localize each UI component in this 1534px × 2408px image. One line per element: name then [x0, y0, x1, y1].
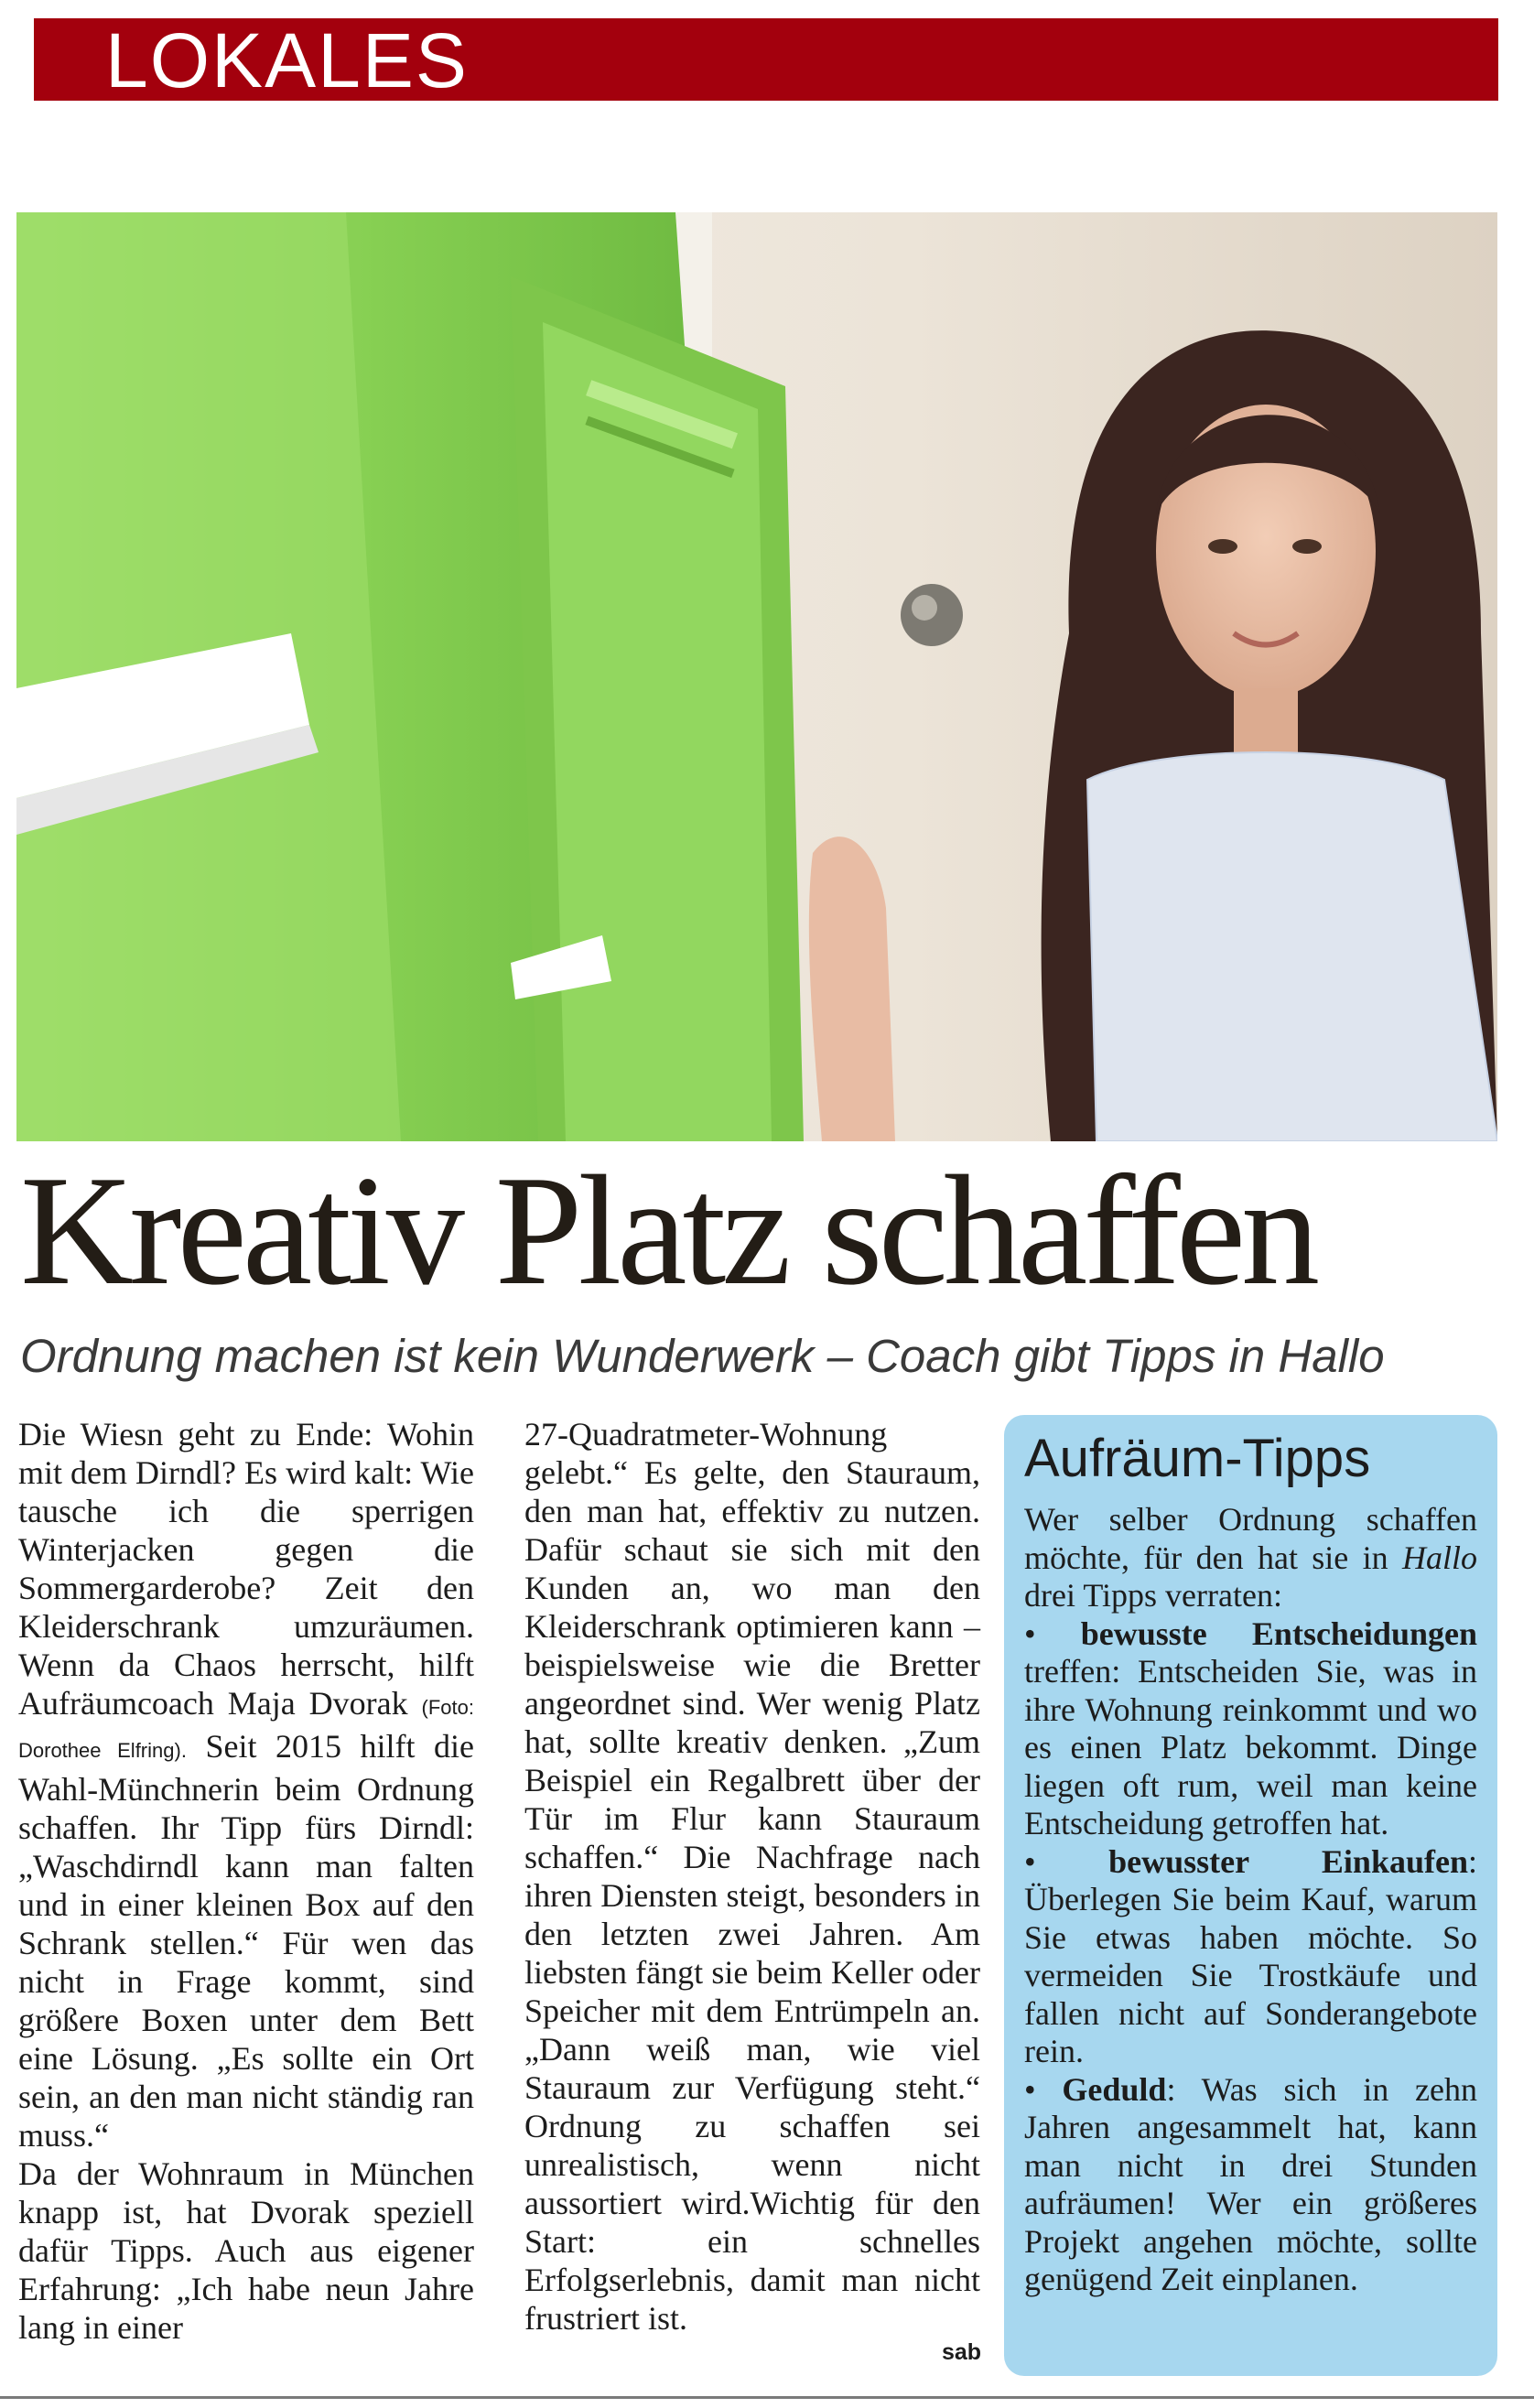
- article-column-2: [524, 1415, 980, 2338]
- person-blouse: [1087, 752, 1497, 1141]
- tip-text: : Überlegen Sie beim Kauf, warum Sie etwas haben möchte. So vermeiden Sie Trostkäufe und fallen nicht auf Sonderangebote rein.: [1024, 1842, 1477, 2069]
- article-text: Die Wiesn geht zu Ende: Wohin mit dem Dirndl? Es wird kalt: Wie tausche ich die sperrigen Winterjacken gegen die Sommergarderobe? Zeit den Kleiderschrank umzuräumen. Wenn da Chaos herrscht, hilft Aufräumcoach Maja Dvorak: [18, 1416, 474, 1722]
- tips-intro-text: drei Tipps verraten:: [1024, 1577, 1282, 1614]
- tip-item: [1024, 1843, 1477, 2071]
- tip-text: : Was sich in zehn Jahren angesammelt hat, kann man nicht in drei Stunden aufräumen! Wer ein größeres Projekt angehen möchte, sollte genügend Zeit einplanen.: [1024, 2070, 1478, 2297]
- bullet: •: [1024, 2070, 1036, 2108]
- article-paragraph-3: 27-Quadratmeter-Wohnung gelebt.“ Es gelte, den Stauraum, den man hat, effektiv zu nutzen. Dafür schaut sie sich mit den Kunden an, wo man den Kleiderschrank optimieren kann – beispielsweise wie die Bretter angeordnet sind. Wer wenig Platz hat, sollte kreativ denken. „Zum Beispiel ein Regalbrett über der Tür im Flur kann Stauraum schaffen.“ Die Nachfrage nach ihren Diensten steigt, besonders in den letzten zwei Jahren. Am liebsten fängt sie beim Keller oder Speicher mit dem Entrümpeln an. „Dann weiß man, wie viel Stauraum zur Verfügung steht.“ Ordnung zu schaffen sei unrealistisch, wenn nicht aussortiert wird.Wichtig für den Start: ein schnelles Erfolgserlebnis, damit man nicht frustriert ist.: [524, 1416, 980, 2337]
- section-label: LOKALES: [105, 17, 469, 103]
- tip-term: bewusste Entscheidungen: [1080, 1614, 1477, 1652]
- tips-intro: [1024, 1501, 1477, 1615]
- photo-credit: (Foto: Dorothee Elfring).: [18, 1696, 475, 1762]
- article-photo: [16, 212, 1497, 1141]
- article-text: Seit 2015 hilft die Wahl-Münchnerin beim Ordnung schaffen. Ihr Tipp fürs Dirndl: „Waschdirndl kann man falten und in einer kleinen Box auf den Schrank stellen.“ Für wen das nicht in Frage kommt, sind größere Boxen unter dem Bett eine Lösung. „Es sollte ein Ort sein, an den man nicht ständig ran muss.“: [18, 1728, 475, 2154]
- bullet: •: [1024, 1842, 1036, 1880]
- bullet: •: [1024, 1614, 1036, 1652]
- article-paragraph-2: Da der Wohnraum in München knapp ist, hat Dvorak speziell dafür Tipps. Auch aus eigener Erfahrung: „Ich habe neun Jahre lang in einer: [18, 2155, 474, 2346]
- section-banner: [34, 18, 1498, 101]
- article-headline: Kreativ Platz schaffen: [20, 1144, 1316, 1318]
- tip-item: [1024, 2071, 1477, 2299]
- author-abbreviation: sab: [942, 2339, 982, 2365]
- tips-box-body: [1024, 1501, 1477, 2299]
- tip-term: Geduld: [1062, 2070, 1167, 2108]
- photo-illustration: [16, 212, 1497, 1141]
- tip-term: bewusster Einkaufen: [1108, 1842, 1468, 1880]
- tips-intro-text: Wer selber Ordnung schaffen möchte, für den hat sie in: [1024, 1501, 1477, 1576]
- tip-item: [1024, 1615, 1477, 1843]
- tips-box: [1004, 1415, 1497, 2376]
- article-paragraph-1: [18, 1415, 474, 2154]
- article-column-1: [18, 1415, 474, 2347]
- brand-name: Hallo: [1402, 1539, 1478, 1576]
- article-subtitle: Ordnung machen ist kein Wunderwerk – Coach gibt Tipps in Hallo: [20, 1330, 1385, 1382]
- bottom-divider: [0, 2396, 1534, 2399]
- tips-box-title: Aufräum-Tipps: [1024, 1429, 1371, 1488]
- tip-text: treffen: Entscheiden Sie, was in ihre Wohnung reinkommt und wo es einen Platz bekommt. Dinge liegen oft rum, weil man keine Entscheidung getroffen hat.: [1024, 1653, 1477, 1841]
